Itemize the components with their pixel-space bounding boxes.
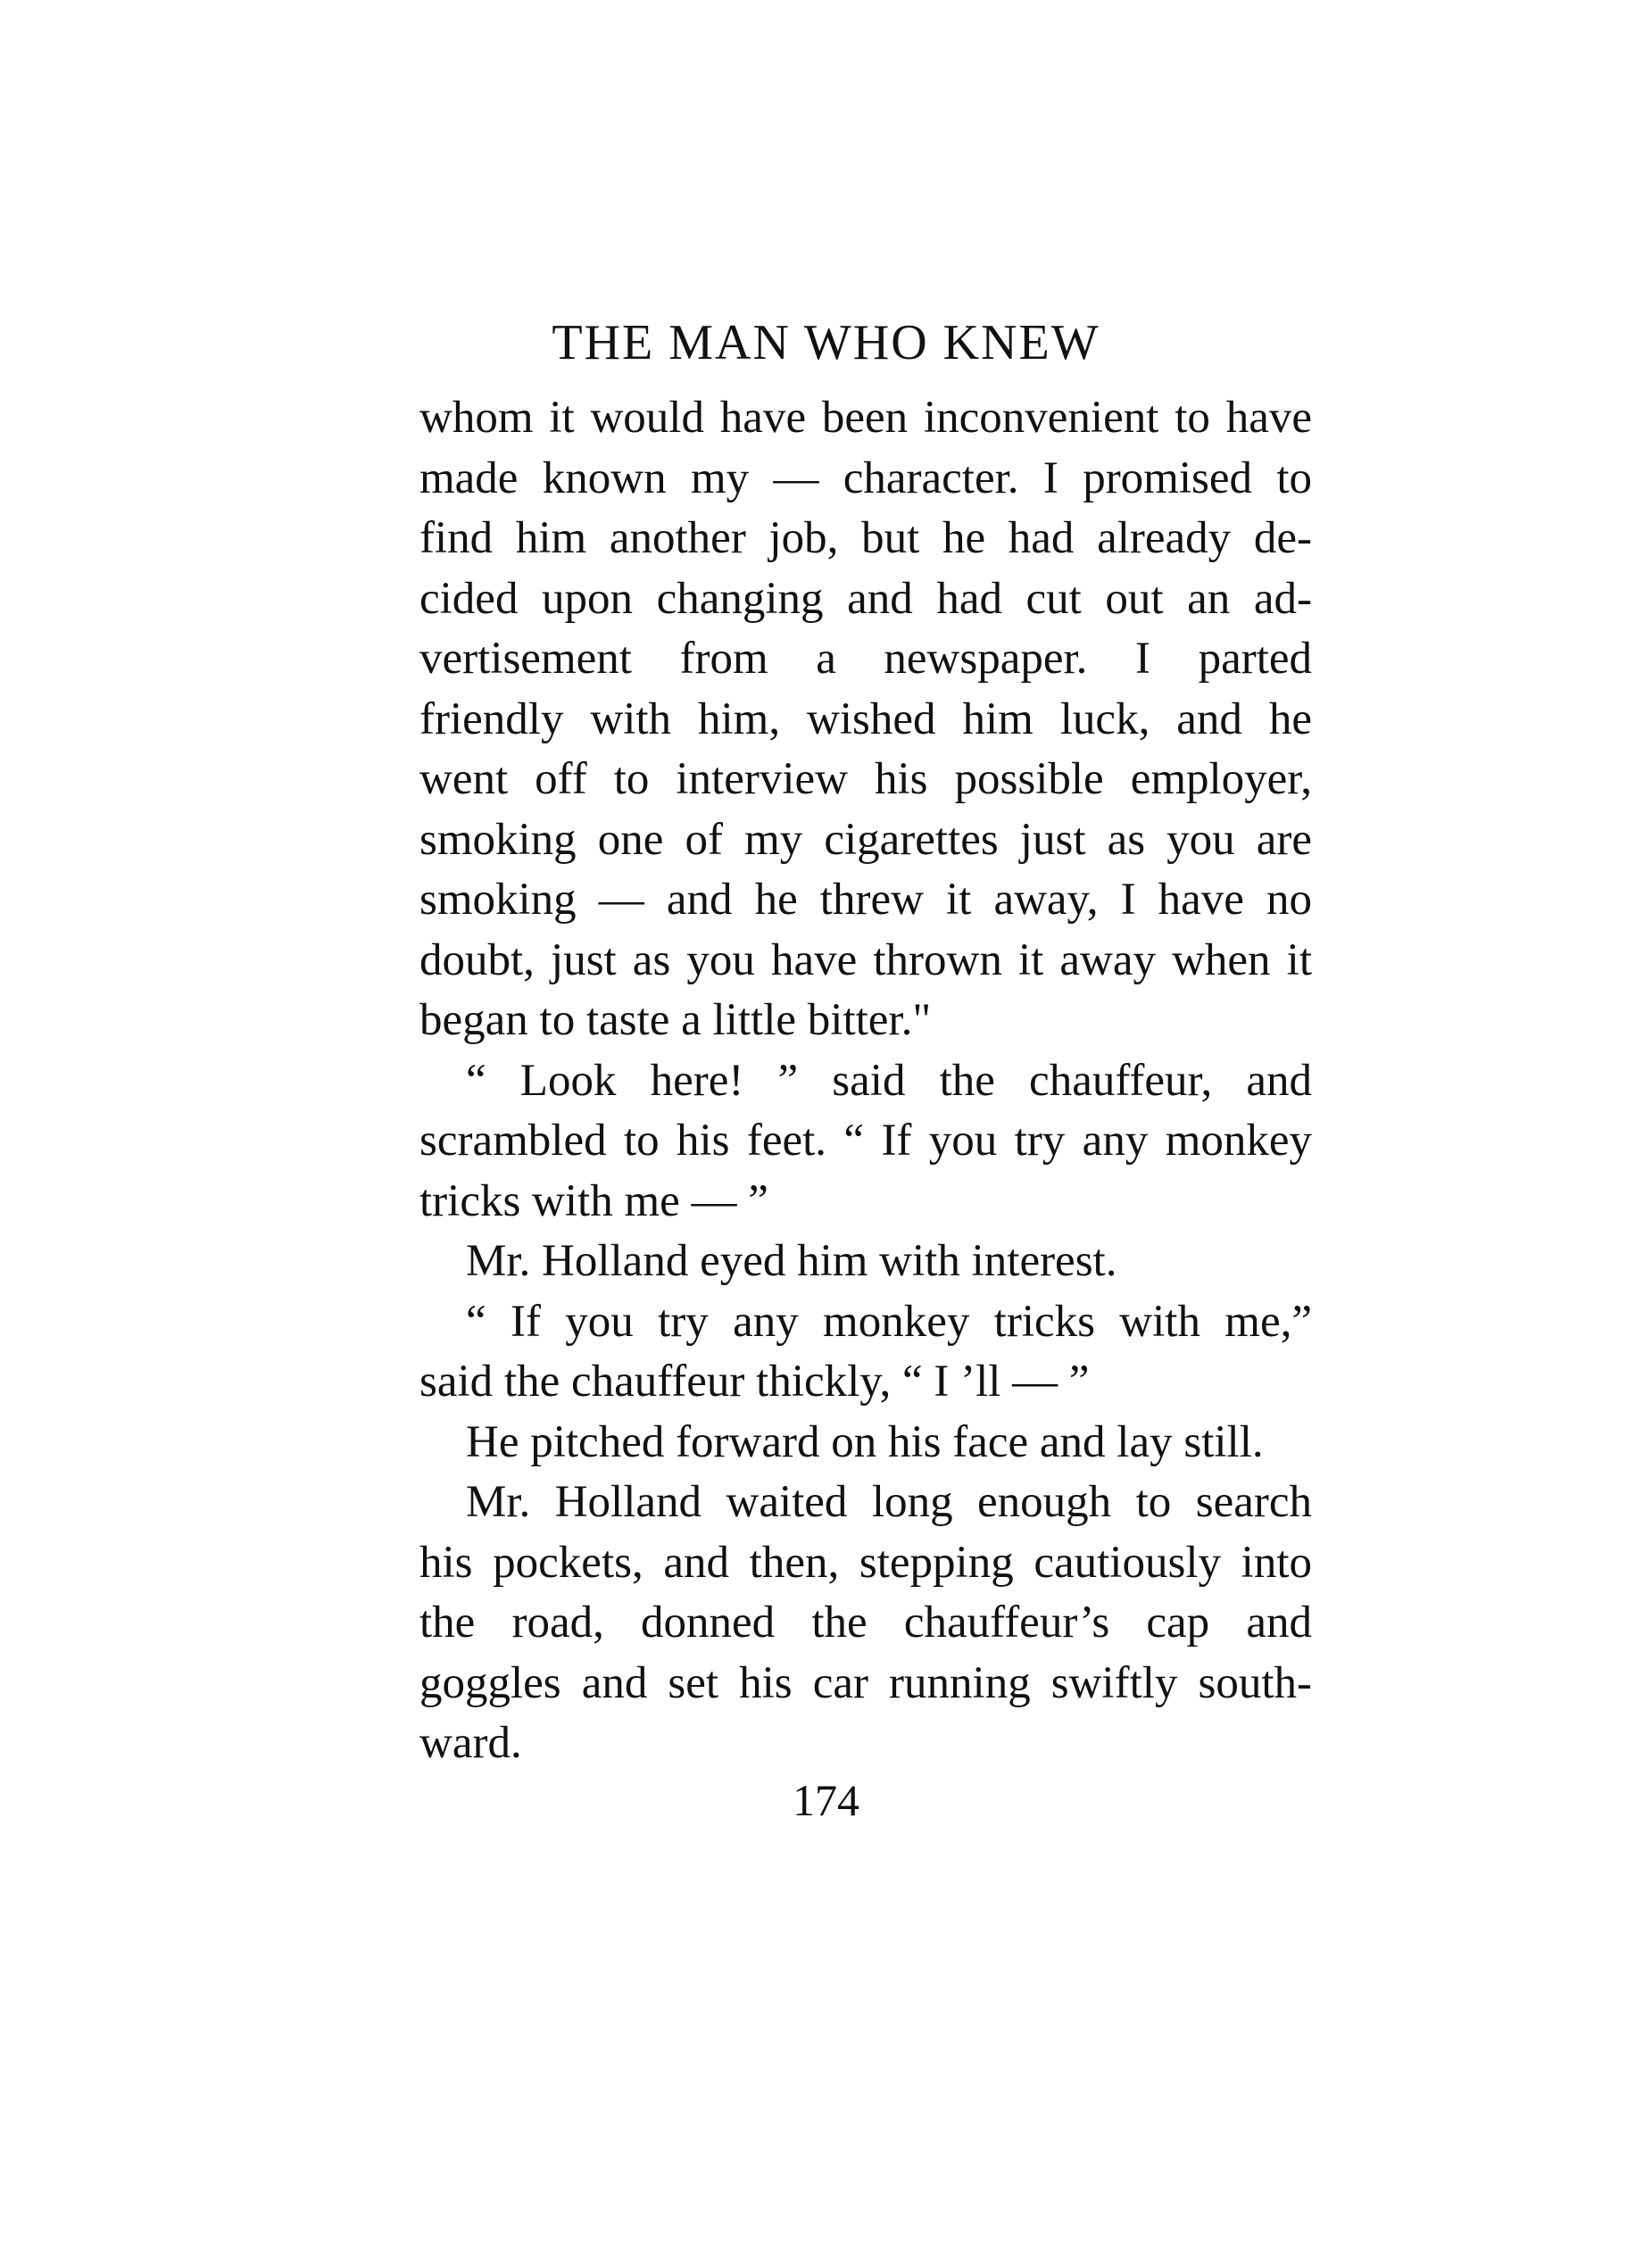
text-line: find him another job, but he had already de-: [419, 513, 1312, 563]
running-title: THE MAN WHO KNEW: [552, 315, 1100, 370]
text-line: smoking — and he threw it away, I have no: [419, 875, 1312, 925]
text-line: the road, donned the chauffeur’s cap and: [419, 1598, 1312, 1648]
page-number: 174: [793, 1775, 859, 1825]
text-line: “ If you try any monkey tricks with me,”: [466, 1296, 1312, 1347]
text-line: cided upon changing and had cut out an ad-: [419, 573, 1312, 624]
text-line: goggles and set his car running swiftly south-: [419, 1657, 1312, 1708]
text-line: smoking one of my cigarettes just as you are: [419, 814, 1312, 865]
text-line: He pitched forward on his face and lay still.: [466, 1416, 1264, 1467]
text-line: made known my — character. I promised to: [419, 452, 1312, 503]
text-line: ward.: [419, 1718, 522, 1768]
text-line: whom it would have been inconvenient to have: [419, 393, 1312, 443]
text-line: “ Look here! ” said the chauffeur, and: [466, 1055, 1312, 1106]
text-line: began to taste a little bitter.": [419, 995, 932, 1045]
text-line: Mr. Holland eyed him with interest.: [466, 1236, 1117, 1286]
text-line: vertisement from a newspaper. I parted: [419, 634, 1312, 684]
text-line: went off to interview his possible employer,: [419, 754, 1312, 804]
text-line: friendly with him, wished him luck, and he: [419, 693, 1312, 744]
text-line: Mr. Holland waited long enough to search: [466, 1477, 1312, 1527]
text-line: doubt, just as you have thrown it away when it: [419, 934, 1312, 985]
text-line: tricks with me — ”: [419, 1175, 768, 1226]
text-line: said the chauffeur thickly, “ I ’ll — ”: [419, 1357, 1090, 1407]
text-line: his pockets, and then, stepping cautiously into: [419, 1537, 1312, 1588]
text-line: scrambled to his feet. “ If you try any monkey: [419, 1116, 1312, 1166]
body-text: [419, 388, 1312, 1774]
